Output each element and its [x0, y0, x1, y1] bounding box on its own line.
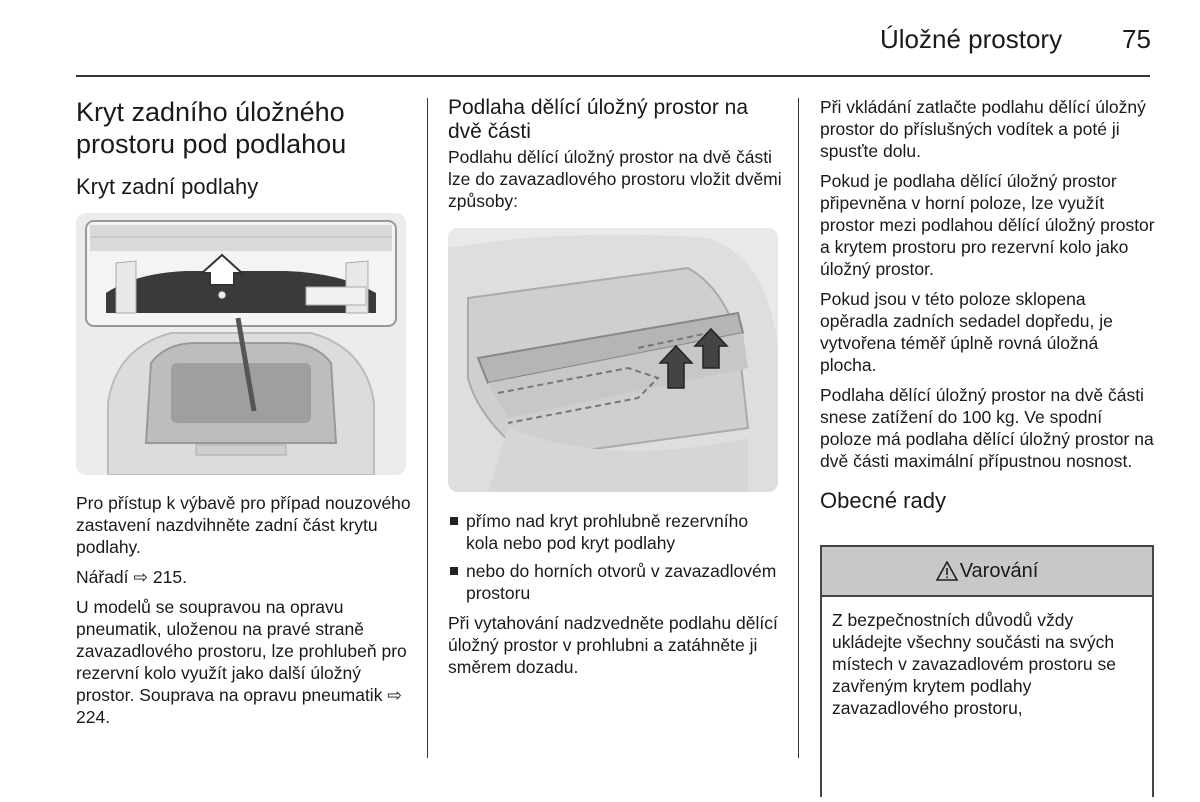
warning-triangle-icon	[936, 561, 958, 581]
insertion-options-list	[448, 510, 783, 604]
page-number: 75	[1122, 24, 1151, 54]
section-heading: Kryt zadního úložného prostoru pod podlahou	[76, 97, 347, 159]
subheading-rear-floor-cover: Kryt zadní podlahy	[76, 174, 259, 199]
column-2	[448, 96, 783, 212]
header-rule	[76, 75, 1150, 77]
general-advice-heading: Obecné rady	[820, 488, 946, 513]
folded-seats-text: Pokud jsou v této poloze sklopena opěradla zadních sedadel dopředu, je vytvořena téměř úplně rovná úložná plocha.	[820, 289, 1113, 375]
load-capacity-text: Podlaha dělící úložný prostor na dvě části snese zatížení do 100 kg. Ve spodní poloze má podlaha dělící úložný prostor na dvě části maximální přípustnou nosnost.	[820, 385, 1154, 471]
warning-box	[820, 545, 1154, 797]
warning-header	[822, 547, 1152, 597]
tyre-repair-kit-text: U modelů se soupravou na opravu pneumatik, uloženou na pravé straně zavazadlového prostoru, lze prohlubeň pro rezervní kolo využít jako další úložný prostor. Souprava na opravu pneumatik ⇨ 224.	[76, 597, 407, 727]
upper-position-text: Pokud je podlaha dělící úložný prostor připevněna v horní poloze, lze využít prostor mezi podlahou dělící úložný prostor a krytem prostoru pro rezervní kolo jako úložný prostor.	[820, 171, 1155, 279]
column-3	[820, 96, 1155, 514]
list-item: přímo nad kryt prohlubně rezervního kola nebo pod kryt podlahy	[448, 510, 783, 554]
column-divider-right	[798, 98, 799, 758]
column-divider-left	[427, 98, 428, 758]
access-instructions: Pro přístup k výbavě pro případ nouzového zastavení nazdvihněte zadní část krytu podlahy.	[76, 493, 411, 557]
tools-reference: Nářadí ⇨ 215.	[76, 567, 187, 587]
trunk-floor-lift-drawing	[76, 213, 406, 475]
split-floor-heading: Podlaha dělící úložný prostor na dvě části	[448, 96, 749, 143]
section-title: Úložné prostory	[880, 24, 1063, 54]
luggage-floor-drawing	[448, 228, 778, 492]
list-item: nebo do horních otvorů v zavazadlovém prostoru	[448, 560, 783, 604]
column-1	[76, 96, 416, 200]
column-1-text	[76, 492, 416, 728]
warning-text: Z bezpečnostních důvodů vždy ukládejte všechny součásti na svých místech v zavazadlovém prostoru se zavřeným krytem podlahy zavazadlového prostoru,	[832, 610, 1117, 718]
split-floor-intro: Podlahu dělící úložný prostor na dvě části lze do zavazadlového prostoru vložit dvěmi způsoby:	[448, 147, 782, 211]
removal-instructions: Při vytahování nadzvedněte podlahu dělící úložný prostor v prohlubni a zatáhněte ji směrem dozadu.	[448, 613, 778, 677]
warning-body	[822, 597, 1152, 719]
insertion-instructions: Při vkládání zatlačte podlahu dělící úložný prostor do příslušných vodítek a poté ji spusťte dolu.	[820, 97, 1146, 161]
column-2-text	[448, 510, 783, 678]
rear-floor-cover-illustration	[76, 213, 406, 475]
split-floor-illustration	[448, 228, 778, 492]
warning-title: Varování	[959, 559, 1039, 582]
